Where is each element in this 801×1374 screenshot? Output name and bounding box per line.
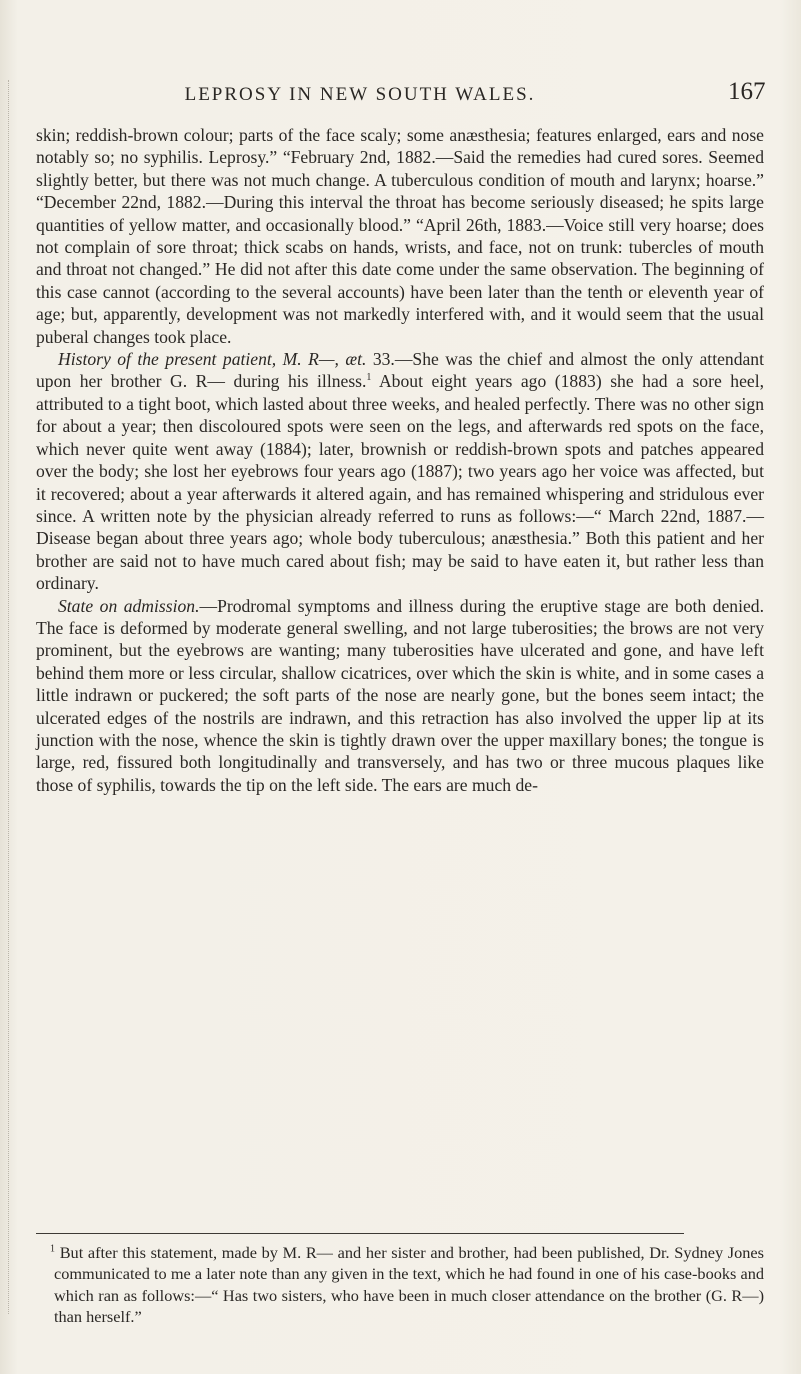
footnote-text: But after this statement, made by M. R— and her sister and brother, had been published, Dr. Sydney Jones communicated to me a later note than any given in the text, which he had found in one of his case-books and which ran as follows:—“ Has two sisters, who have been in much closer attendance on the brother (G. R—) than herself.” bbox=[54, 1243, 764, 1326]
paragraph-text: 33.—She was the chief and almost the only attendant upon her brother G. R— during his illness. bbox=[36, 349, 764, 392]
footnote-rule bbox=[36, 1233, 684, 1234]
running-title: LEPROSY IN NEW SOUTH WALES. bbox=[184, 84, 536, 105]
paragraph bbox=[36, 595, 764, 797]
italic-heading: History of the present patient, M. R—, æt. bbox=[58, 349, 367, 370]
page-number: 167 bbox=[728, 78, 766, 105]
paragraph bbox=[36, 348, 764, 594]
paragraph-text: —Prodromal symptoms and illness during the eruptive stage are both denied. The face is deformed by moderate general swelling, and not large tuberosities; the brows are not very prominent, but the eyebrows are wanting; many tuberosities have ulcerated and gone, and have left behind them more or less circular, shallow cicatrices, over which the skin is white, and in some cases a little indrawn or puckered; the soft parts of the nose are nearly gone, but the bones seem intact; the ulcerated edges of the nostrils are indrawn, and this retraction has also involved the upper lip at its junction with the nose, whence the skin is tightly drawn over the upper maxillary bones; the tongue is large, red, fissured both longitudinally and transversely, and has two or three mucous plaques like those of syphilis, towards the tip on the left side. The ears are much de- bbox=[36, 595, 764, 795]
italic-heading: State on admission. bbox=[58, 595, 200, 616]
paragraph-text: skin; reddish-brown colour; parts of the face scaly; some anæsthesia; features enlarged, ears and nose notably so; no syphilis. Leprosy.” “February 2nd, 1882.—Said the remedies had cured sores. Seemed slightly better, but there was not much change. A tuberculous condition of mouth and larynx; hoarse.” “December 22nd, 1882.—During this interval the throat has become seriously diseased; he spits large quantities of yellow matter, and occasionally blood.” “April 26th, 1883.—Voice still very hoarse; does not complain of sore throat; thick scabs on hands, wrists, and face, not on trunk: tubercles of mouth and throat not changed.” He did not after this date come under the same observation. The beginning of this case cannot (according to the several accounts) have been later than the tenth or eleventh year of age; but, apparently, development was not markedly interfered with, and it would seem that the usual puberal changes took place. bbox=[36, 125, 764, 347]
paragraph-text: About eight years ago (1883) she had a sore heel, attributed to a tight boot, which lasted about three weeks, and healed perfectly. There was no other sign for about a year; then discoloured spots were seen on the legs, and afterwards red spots on the face, which never quite went away (1884); later, brownish or reddish-brown spots and patches appeared over the body; she lost her eyebrows four years ago (1887); two years ago her voice was affected, but it recovered; about a year afterwards it altered again, and has remained whispering and stridulous ever since. A written note by the physician already referred to runs as follows:—“ March 22nd, 1887.—Disease began about three years ago; whole body tuberculous; anæsthesia.” Both this patient and her brother are said not to have much cared about fish; may be said to have eaten it, but rather less than ordinary. bbox=[36, 371, 764, 594]
body-text bbox=[36, 124, 764, 796]
footnote bbox=[50, 1242, 764, 1327]
footnote-reference: 1 bbox=[366, 372, 372, 384]
running-header bbox=[0, 78, 801, 110]
footnote-marker: 1 bbox=[50, 1243, 55, 1255]
binding-edge bbox=[8, 80, 11, 1314]
paragraph bbox=[36, 124, 764, 348]
